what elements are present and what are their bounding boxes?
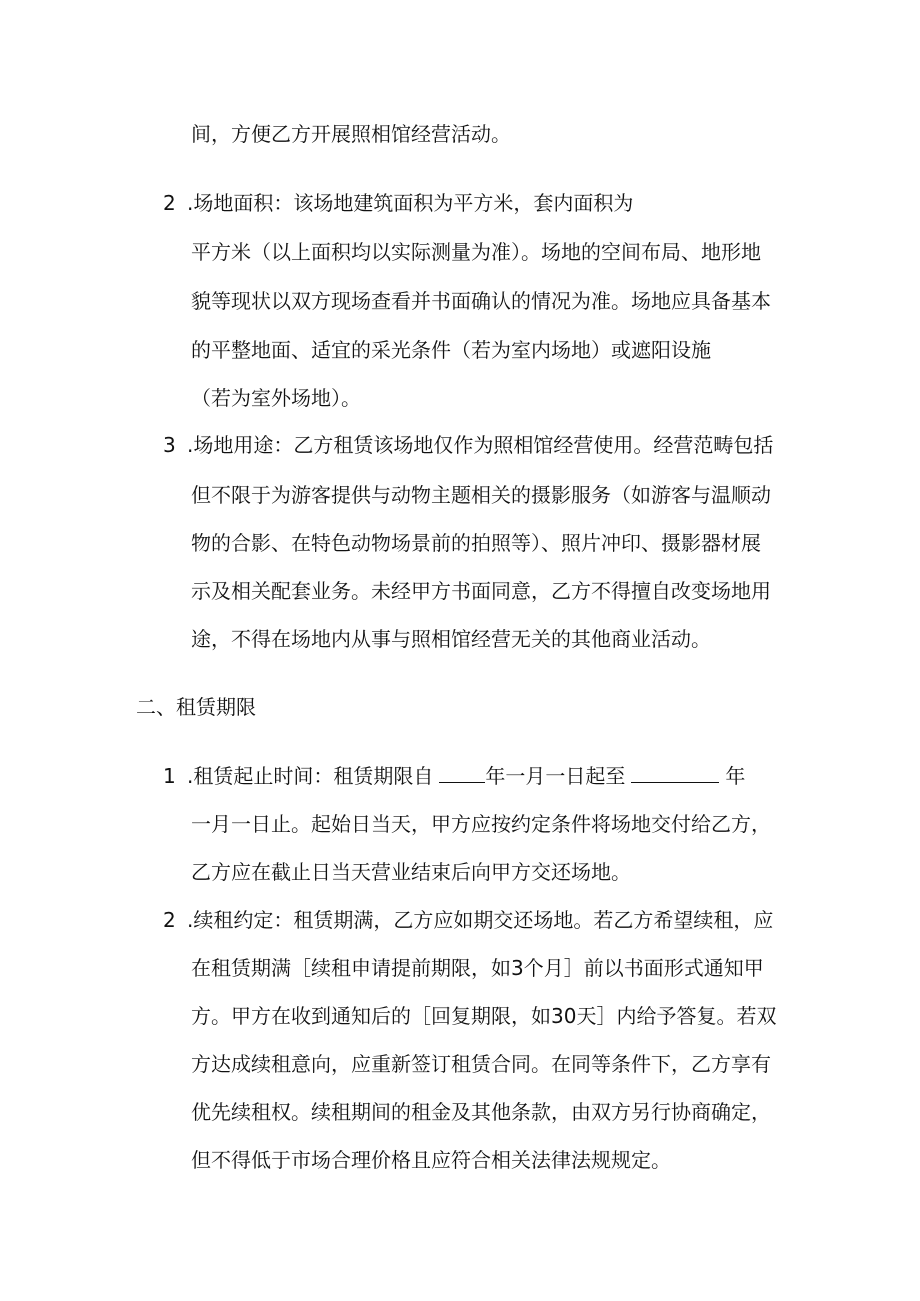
end-year-blank[interactable]: [631, 764, 719, 783]
paragraph-line: 貌等现状以双方现场查看并书面确认的情况为准。场地应具备基本: [191, 289, 771, 313]
section-heading: 二、租赁期限: [136, 695, 256, 719]
paragraph-line: 乙方应在截止日当天营业结束后向甲方交还场地。: [191, 860, 631, 884]
paragraph-line: [187, 761, 745, 791]
item-number: 3: [163, 433, 176, 457]
paragraph-line: 途，不得在场地内从事与照相馆经营无关的其他商业活动。: [191, 627, 711, 651]
paragraph-line: 间，方便乙方开展照相馆经营活动。: [191, 122, 511, 146]
paragraph-line: 平方米（以上面积均以实际测量为准）。场地的空间布局、地形地: [191, 240, 761, 264]
paragraph-line: 但不限于为游客提供与动物主题相关的摄影服务（如游客与温顺动: [191, 483, 771, 507]
term-end: 年: [725, 764, 746, 788]
paragraph-line: 但不得低于市场合理价格且应符合相关法律法规规定。: [191, 1148, 671, 1172]
term-mid: 年一月一日起至: [485, 764, 626, 788]
paragraph-line: 方达成续租意向，应重新签订租赁合同。在同等条件下，乙方享有: [191, 1052, 771, 1076]
paragraph-line: （若为室外场地）。: [191, 386, 361, 410]
paragraph-line: .续租约定：租赁期满，乙方应如期交还场地。若乙方希望续租，应: [187, 908, 774, 932]
paragraph-line: .场地面积：该场地建筑面积为平方米，套内面积为: [187, 191, 634, 215]
paragraph-line: 在租赁期满［续租申请提前期限，如3个月］前以书面形式通知甲: [191, 956, 764, 980]
item-number: 1: [163, 764, 176, 788]
item-number: 2: [163, 908, 176, 932]
paragraph-line: 一月一日止。起始日当天，甲方应按约定条件将场地交付给乙方，: [191, 812, 771, 836]
paragraph-line: 的平整地面、适宜的采光条件（若为室内场地）或遮阳设施: [191, 338, 711, 362]
paragraph-line: 物的合影、在特色动物场景前的拍照等）、照片冲印、摄影器材展: [191, 531, 761, 555]
item-number: 2: [163, 191, 176, 215]
paragraph-line: 方。甲方在收到通知后的［回复期限，如30天］内给予答复。若双: [191, 1004, 777, 1028]
term-label: .租赁起止时间：租赁期限自: [187, 764, 434, 788]
start-year-blank[interactable]: [439, 764, 485, 783]
paragraph-line: .场地用途：乙方租赁该场地仅作为照相馆经营使用。经营范畴包括: [187, 433, 774, 457]
paragraph-line: 示及相关配套业务。未经甲方书面同意，乙方不得擅自改变场地用: [191, 579, 771, 603]
paragraph-line: 优先续租权。续租期间的租金及其他条款，由双方另行协商确定，: [191, 1100, 771, 1124]
